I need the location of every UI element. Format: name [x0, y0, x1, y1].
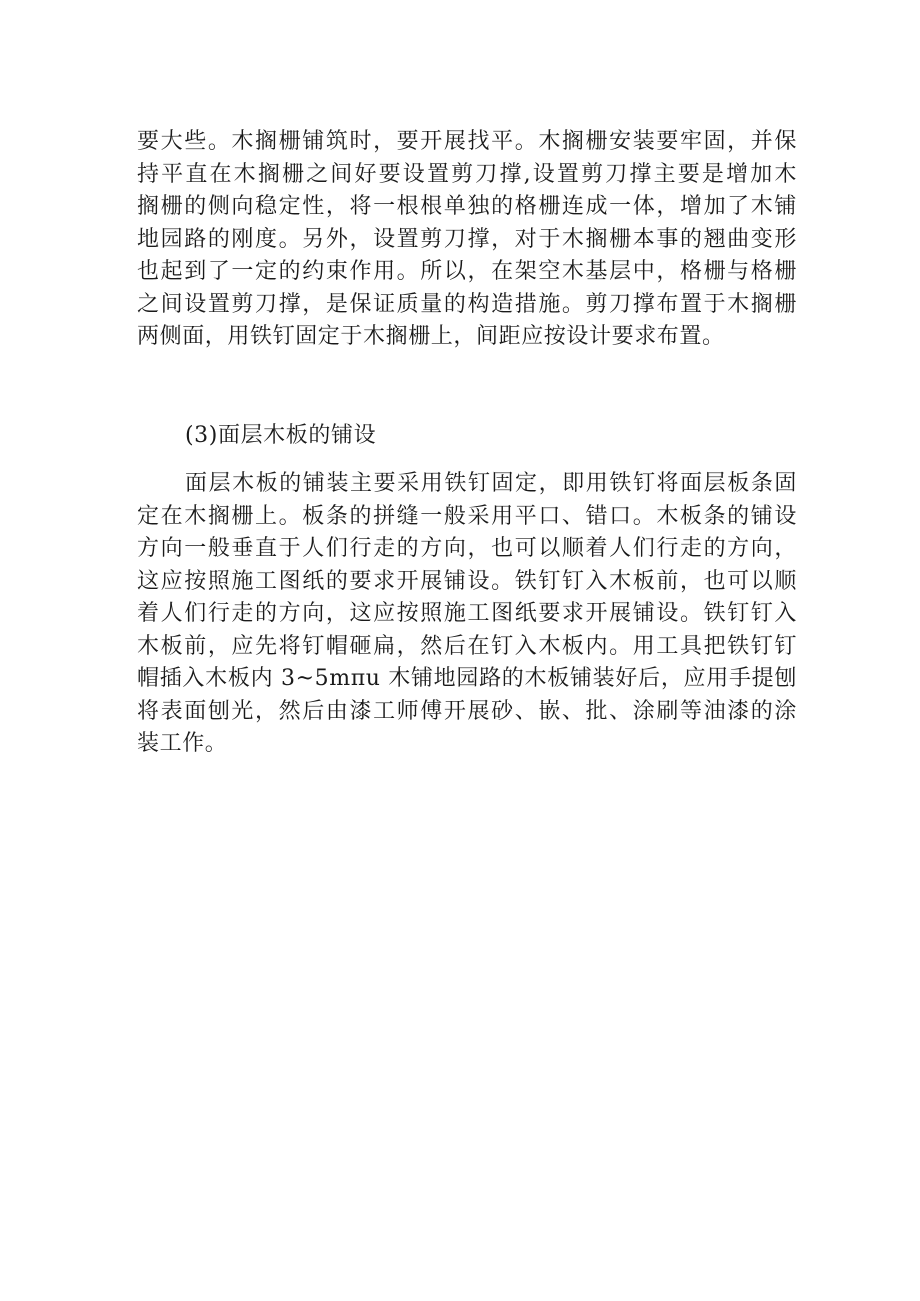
- paragraph-line: 这应按照施工图纸的要求开展铺设。铁钉钉入木板前，也可以顺: [137, 568, 797, 594]
- paragraph-line: 地园路的刚度。另外，设置剪刀撑，对于木搁栅本事的翘曲变形: [137, 226, 797, 252]
- paragraph-line: 之间设置剪刀撑，是保证质量的构造措施。剪刀撑布置于木搁栅: [137, 291, 797, 317]
- paragraph-line: 两侧面，用铁钉固定于木搁栅上，间距应按设计要求布置。: [137, 324, 725, 349]
- paragraph-line: 面层木板的铺装主要采用铁钉固定，即用铁钉将面层板条固: [185, 471, 797, 496]
- paragraph-line: 将表面刨光，然后由漆工师傅开展砂、嵌、批、涂刷等油漆的涂: [137, 698, 797, 724]
- paragraph-line: 持平直在木搁栅之间好要设置剪刀撑,设置剪刀撑主要是增加木: [137, 161, 797, 187]
- paragraph-line: 木板前，应先将钉帽砸扁，然后在钉入木板内。用工具把铁钉钉: [137, 633, 797, 659]
- paragraph-line: 也起到了一定的约束作用。所以，在架空木基层中，格栅与格栅: [137, 259, 797, 284]
- paragraph-line: 要大些。木搁栅铺筑时，要开展找平。木搁栅安装要牢固，并保: [137, 129, 797, 154]
- paragraph-line: 定在木搁栅上。板条的拼缝一般采用平口、错口。木板条的铺设: [137, 503, 797, 529]
- paragraph-line: 装工作。: [137, 731, 228, 756]
- section-heading: [185, 420, 845, 453]
- paragraph-line: 帽插入木板内 3~5mπu 木铺地园路的木板铺装好后，应用手提刨: [137, 666, 797, 691]
- paragraph-board-laying: [137, 468, 797, 761]
- section-heading-text: (3)面层木板的铺设: [185, 423, 377, 448]
- paragraph-line: 方向一般垂直于人们行走的方向，也可以顺着人们行走的方向，: [137, 536, 797, 561]
- paragraph-line: 着人们行走的方向，这应按照施工图纸要求开展铺设。铁钉钉入: [137, 601, 797, 626]
- paragraph-joist-bracing: [137, 126, 797, 354]
- paragraph-line: 搁栅的侧向稳定性，将一根根单独的格栅连成一体，增加了木铺: [137, 194, 797, 219]
